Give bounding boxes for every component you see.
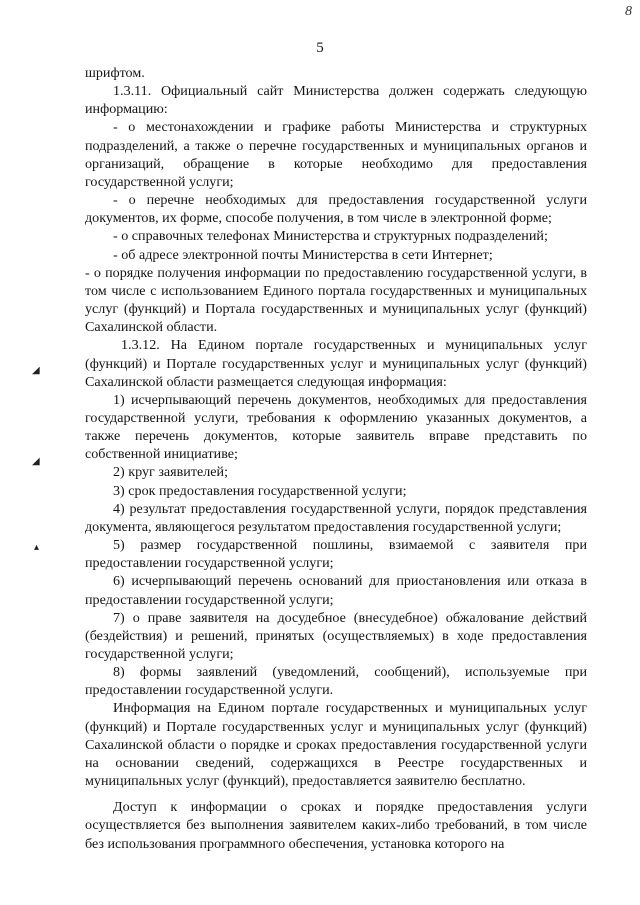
- margin-scan-mark: ◢: [32, 456, 40, 467]
- paragraph: - о местонахождении и графике работы Министерства и структурных подразделений, а также о перечне государственных и муниципальных органов и организаций, обращение в которые необходимо для предоставления государственной услуги;: [85, 119, 587, 190]
- margin-scan-mark: ▴: [34, 542, 40, 553]
- paragraph: шрифтом.: [85, 65, 145, 81]
- paragraph: - о перечне необходимых для предоставления государственной услуги документов, их форме, способе получения, в том числе в электронной форме;: [85, 192, 587, 227]
- corner-handwritten-mark: 8: [625, 4, 632, 19]
- paragraph: 6) исчерпывающий перечень оснований для приостановления или отказа в предоставлении государственной услуги;: [85, 573, 587, 608]
- document-body: [85, 64, 587, 853]
- page-number: 5: [316, 40, 324, 56]
- paragraph: - о справочных телефонах Министерства и структурных подразделений;: [113, 228, 548, 245]
- paragraph: 7) о праве заявителя на досудебное (внесудебное) обжалование действий (бездействия) и решений, принятых (осуществляемых) в ходе предоставления государственной услуги;: [85, 609, 587, 662]
- paragraph: 1) исчерпывающий перечень документов, необходимых для предоставления государственной услуги, требования к оформлению указанных документов, а также перечень документов, которые заявитель вправе представить по собственной инициативе;: [85, 391, 587, 463]
- paragraph: 1.3.12. На Едином портале государственных и муниципальных услуг (функций) и Портале государственных услуг и муниципальных услуг (функций) Сахалинской области размещается следующая информация:: [85, 337, 587, 390]
- paragraph: Доступ к информации о сроках и порядке предоставления услуги осуществляется без выполнения заявителем каких-либо требований, в том числе без использования программного обеспечения, установка которого на: [85, 799, 587, 852]
- margin-scan-mark: ◢: [32, 365, 40, 376]
- paragraph: 1.3.11. Официальный сайт Министерства должен содержать следующую информацию:: [85, 83, 587, 118]
- paragraph: 2) круг заявителей;: [113, 464, 228, 481]
- paragraph: - о порядке получения информации по предоставлению государственной услуги, в том числе с использованием Единого портала государственных и муниципальных услуг (функций) и Портала государственных и муниципальных услуг (функций) Сахалинской области.: [85, 264, 587, 336]
- paragraph: 3) срок предоставления государственной услуги;: [113, 482, 407, 499]
- paragraph: 4) результат предоставления государственной услуги, порядок представления документа, являющегося результатом предоставления государственной услуги;: [85, 500, 587, 535]
- paragraph: 8) формы заявлений (уведомлений, сообщений), используемые при предоставлении государственной услуги.: [85, 664, 587, 699]
- paragraph: Информация на Едином портале государственных и муниципальных услуг (функций) и Портале государственных услуг и муниципальных услуг (функций) Сахалинской области о порядке и сроках предоставления государственной услуги на основании сведений, содержащихся в Реестре государственных и муниципальных услуг (функций), предоставляется заявителю бесплатно.: [85, 700, 587, 790]
- paragraph: 5) размер государственной пошлины, взимаемой с заявителя при предоставлении государственной услуги;: [85, 537, 587, 572]
- paragraph: - об адресе электронной почты Министерства в сети Интернет;: [113, 246, 493, 263]
